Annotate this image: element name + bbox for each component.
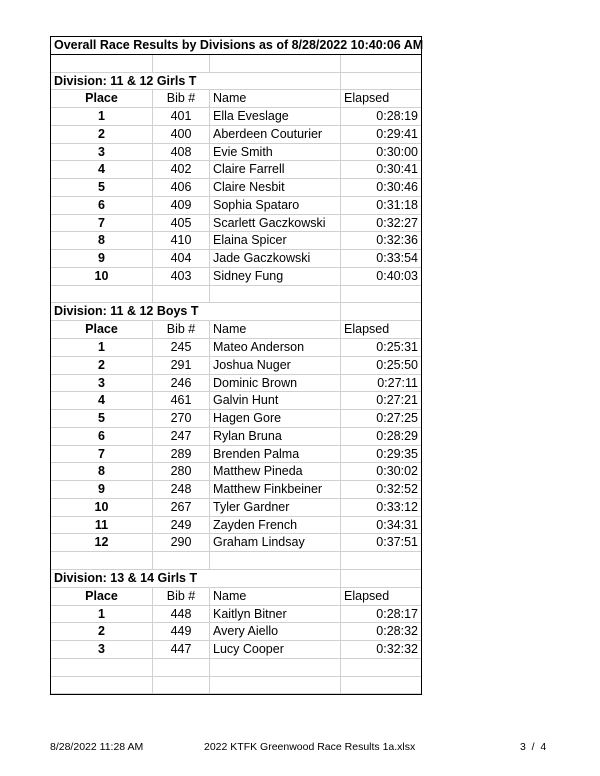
elapsed-cell: 0:28:32 [341, 623, 421, 641]
blank-cell [153, 55, 210, 73]
bib-cell: 409 [153, 197, 210, 215]
table-row [51, 410, 421, 428]
results-body [51, 55, 421, 695]
blank-cell [341, 677, 421, 695]
bib-cell: 410 [153, 232, 210, 250]
name-cell: Dominic Brown [210, 375, 341, 393]
bib-cell: 267 [153, 499, 210, 517]
elapsed-cell: 0:30:41 [341, 161, 421, 179]
blank-cell [153, 659, 210, 677]
elapsed-cell: 0:32:52 [341, 481, 421, 499]
place-cell: 5 [51, 179, 153, 197]
results-sheet [50, 36, 422, 695]
place-cell: 6 [51, 197, 153, 215]
elapsed-cell: 0:28:17 [341, 606, 421, 624]
blank-cell [341, 570, 421, 588]
bib-cell: 400 [153, 126, 210, 144]
bib-cell: 447 [153, 641, 210, 659]
elapsed-cell: 0:28:29 [341, 428, 421, 446]
name-cell: Evie Smith [210, 144, 341, 162]
place-cell: 4 [51, 161, 153, 179]
place-cell: 1 [51, 108, 153, 126]
blank-cell [210, 73, 341, 91]
blank-row [51, 552, 421, 570]
bib-cell: 403 [153, 268, 210, 286]
table-row [51, 446, 421, 464]
blank-cell [210, 552, 341, 570]
blank-cell [210, 677, 341, 695]
place-cell: 6 [51, 428, 153, 446]
blank-cell [51, 55, 153, 73]
place-cell: 1 [51, 606, 153, 624]
place-cell: 8 [51, 463, 153, 481]
blank-cell [51, 552, 153, 570]
division-title-row [51, 570, 421, 588]
place-cell: 7 [51, 215, 153, 233]
place-cell: 9 [51, 481, 153, 499]
bib-cell: 246 [153, 375, 210, 393]
blank-cell [341, 286, 421, 304]
elapsed-cell: 0:29:35 [341, 446, 421, 464]
table-row [51, 392, 421, 410]
table-row [51, 623, 421, 641]
footer-date: 8/28/2022 11:28 AM [50, 741, 144, 753]
elapsed-cell: 0:31:18 [341, 197, 421, 215]
table-row [51, 268, 421, 286]
bib-cell: 449 [153, 623, 210, 641]
table-row [51, 161, 421, 179]
sheet-title: Overall Race Results by Divisions as of 8/28/2022 10:40:06 AM [51, 37, 421, 55]
blank-cell [153, 677, 210, 695]
blank-row [51, 677, 421, 695]
bib-cell: 249 [153, 517, 210, 535]
title-row [51, 37, 424, 55]
bib-header: Bib # [153, 321, 210, 339]
elapsed-header: Elapsed [341, 321, 421, 339]
table-row [51, 339, 421, 357]
blank-row [51, 55, 421, 73]
place-header: Place [51, 321, 153, 339]
elapsed-cell: 0:32:27 [341, 215, 421, 233]
place-cell: 3 [51, 375, 153, 393]
elapsed-cell: 0:30:46 [341, 179, 421, 197]
footer-filename: 2022 KTFK Greenwood Race Results 1a.xlsx [204, 741, 416, 753]
name-cell: Avery Aiello [210, 623, 341, 641]
elapsed-cell: 0:30:02 [341, 463, 421, 481]
place-cell: 2 [51, 126, 153, 144]
blank-cell [51, 286, 153, 304]
elapsed-cell: 0:40:03 [341, 268, 421, 286]
blank-cell [210, 659, 341, 677]
name-header: Name [210, 588, 341, 606]
name-cell: Claire Nesbit [210, 179, 341, 197]
bib-cell: 270 [153, 410, 210, 428]
division-title: Division: 11 & 12 Girls T [51, 73, 210, 91]
name-cell: Aberdeen Couturier [210, 126, 341, 144]
column-header-row [51, 321, 421, 339]
elapsed-cell: 0:37:51 [341, 534, 421, 552]
blank-cell [341, 55, 421, 73]
table-row [51, 215, 421, 233]
name-cell: Tyler Gardner [210, 499, 341, 517]
name-cell: Sidney Fung [210, 268, 341, 286]
name-cell: Hagen Gore [210, 410, 341, 428]
bib-cell: 405 [153, 215, 210, 233]
footer-page-number: 3 / 4 [520, 741, 547, 753]
name-cell: Rylan Bruna [210, 428, 341, 446]
blank-cell [210, 286, 341, 304]
division-title: Division: 11 & 12 Boys T [51, 303, 210, 321]
elapsed-cell: 0:27:25 [341, 410, 421, 428]
table-row [51, 499, 421, 517]
elapsed-header: Elapsed [341, 588, 421, 606]
name-cell: Lucy Cooper [210, 641, 341, 659]
table-row [51, 534, 421, 552]
blank-row [51, 659, 421, 677]
name-cell: Elaina Spicer [210, 232, 341, 250]
blank-cell [341, 73, 421, 91]
name-cell: Kaitlyn Bitner [210, 606, 341, 624]
elapsed-cell: 0:33:54 [341, 250, 421, 268]
elapsed-cell: 0:32:32 [341, 641, 421, 659]
division-title-row [51, 303, 421, 321]
table-row [51, 357, 421, 375]
elapsed-cell: 0:25:50 [341, 357, 421, 375]
bib-cell: 291 [153, 357, 210, 375]
name-cell: Brenden Palma [210, 446, 341, 464]
place-cell: 12 [51, 534, 153, 552]
bib-cell: 280 [153, 463, 210, 481]
blank-cell [153, 286, 210, 304]
elapsed-cell: 0:34:31 [341, 517, 421, 535]
bib-cell: 289 [153, 446, 210, 464]
place-cell: 2 [51, 357, 153, 375]
place-cell: 8 [51, 232, 153, 250]
name-header: Name [210, 90, 341, 108]
name-cell: Jade Gaczkowski [210, 250, 341, 268]
name-cell: Graham Lindsay [210, 534, 341, 552]
name-cell: Ella Eveslage [210, 108, 341, 126]
place-cell: 9 [51, 250, 153, 268]
blank-cell [341, 552, 421, 570]
table-row [51, 250, 421, 268]
name-header: Name [210, 321, 341, 339]
bib-cell: 247 [153, 428, 210, 446]
name-cell: Matthew Finkbeiner [210, 481, 341, 499]
table-row [51, 641, 421, 659]
table-row [51, 144, 421, 162]
name-cell: Joshua Nuger [210, 357, 341, 375]
place-header: Place [51, 588, 153, 606]
elapsed-cell: 0:29:41 [341, 126, 421, 144]
table-row [51, 517, 421, 535]
place-cell: 7 [51, 446, 153, 464]
table-row [51, 197, 421, 215]
place-cell: 1 [51, 339, 153, 357]
name-cell: Claire Farrell [210, 161, 341, 179]
table-row [51, 606, 421, 624]
blank-cell [210, 303, 341, 321]
place-cell: 3 [51, 641, 153, 659]
blank-cell [210, 55, 341, 73]
blank-cell [51, 659, 153, 677]
blank-cell [210, 570, 341, 588]
bib-cell: 402 [153, 161, 210, 179]
table-row [51, 232, 421, 250]
division-title: Division: 13 & 14 Girls T [51, 570, 210, 588]
elapsed-cell: 0:25:31 [341, 339, 421, 357]
place-cell: 10 [51, 499, 153, 517]
bib-cell: 406 [153, 179, 210, 197]
table-row [51, 108, 421, 126]
table-row [51, 375, 421, 393]
column-header-row [51, 90, 421, 108]
elapsed-cell: 0:32:36 [341, 232, 421, 250]
elapsed-cell: 0:27:21 [341, 392, 421, 410]
bib-cell: 461 [153, 392, 210, 410]
blank-cell [341, 659, 421, 677]
elapsed-cell: 0:30:00 [341, 144, 421, 162]
elapsed-header: Elapsed [341, 90, 421, 108]
place-cell: 4 [51, 392, 153, 410]
name-cell: Mateo Anderson [210, 339, 341, 357]
bib-cell: 290 [153, 534, 210, 552]
place-cell: 11 [51, 517, 153, 535]
table-row [51, 428, 421, 446]
bib-cell: 248 [153, 481, 210, 499]
place-cell: 5 [51, 410, 153, 428]
blank-cell [341, 303, 421, 321]
bib-cell: 448 [153, 606, 210, 624]
table-row [51, 463, 421, 481]
table-row [51, 481, 421, 499]
name-cell: Galvin Hunt [210, 392, 341, 410]
table-row [51, 179, 421, 197]
place-header: Place [51, 90, 153, 108]
blank-cell [153, 552, 210, 570]
bib-header: Bib # [153, 588, 210, 606]
bib-cell: 245 [153, 339, 210, 357]
place-cell: 10 [51, 268, 153, 286]
division-title-row [51, 73, 421, 91]
place-cell: 3 [51, 144, 153, 162]
name-cell: Sophia Spataro [210, 197, 341, 215]
bib-cell: 404 [153, 250, 210, 268]
elapsed-cell: 0:27:11 [341, 375, 421, 393]
blank-row [51, 286, 421, 304]
bib-cell: 408 [153, 144, 210, 162]
elapsed-cell: 0:33:12 [341, 499, 421, 517]
bib-cell: 401 [153, 108, 210, 126]
bib-header: Bib # [153, 90, 210, 108]
elapsed-cell: 0:28:19 [341, 108, 421, 126]
name-cell: Zayden French [210, 517, 341, 535]
column-header-row [51, 588, 421, 606]
place-cell: 2 [51, 623, 153, 641]
table-row [51, 126, 421, 144]
name-cell: Scarlett Gaczkowski [210, 215, 341, 233]
name-cell: Matthew Pineda [210, 463, 341, 481]
blank-cell [51, 677, 153, 695]
